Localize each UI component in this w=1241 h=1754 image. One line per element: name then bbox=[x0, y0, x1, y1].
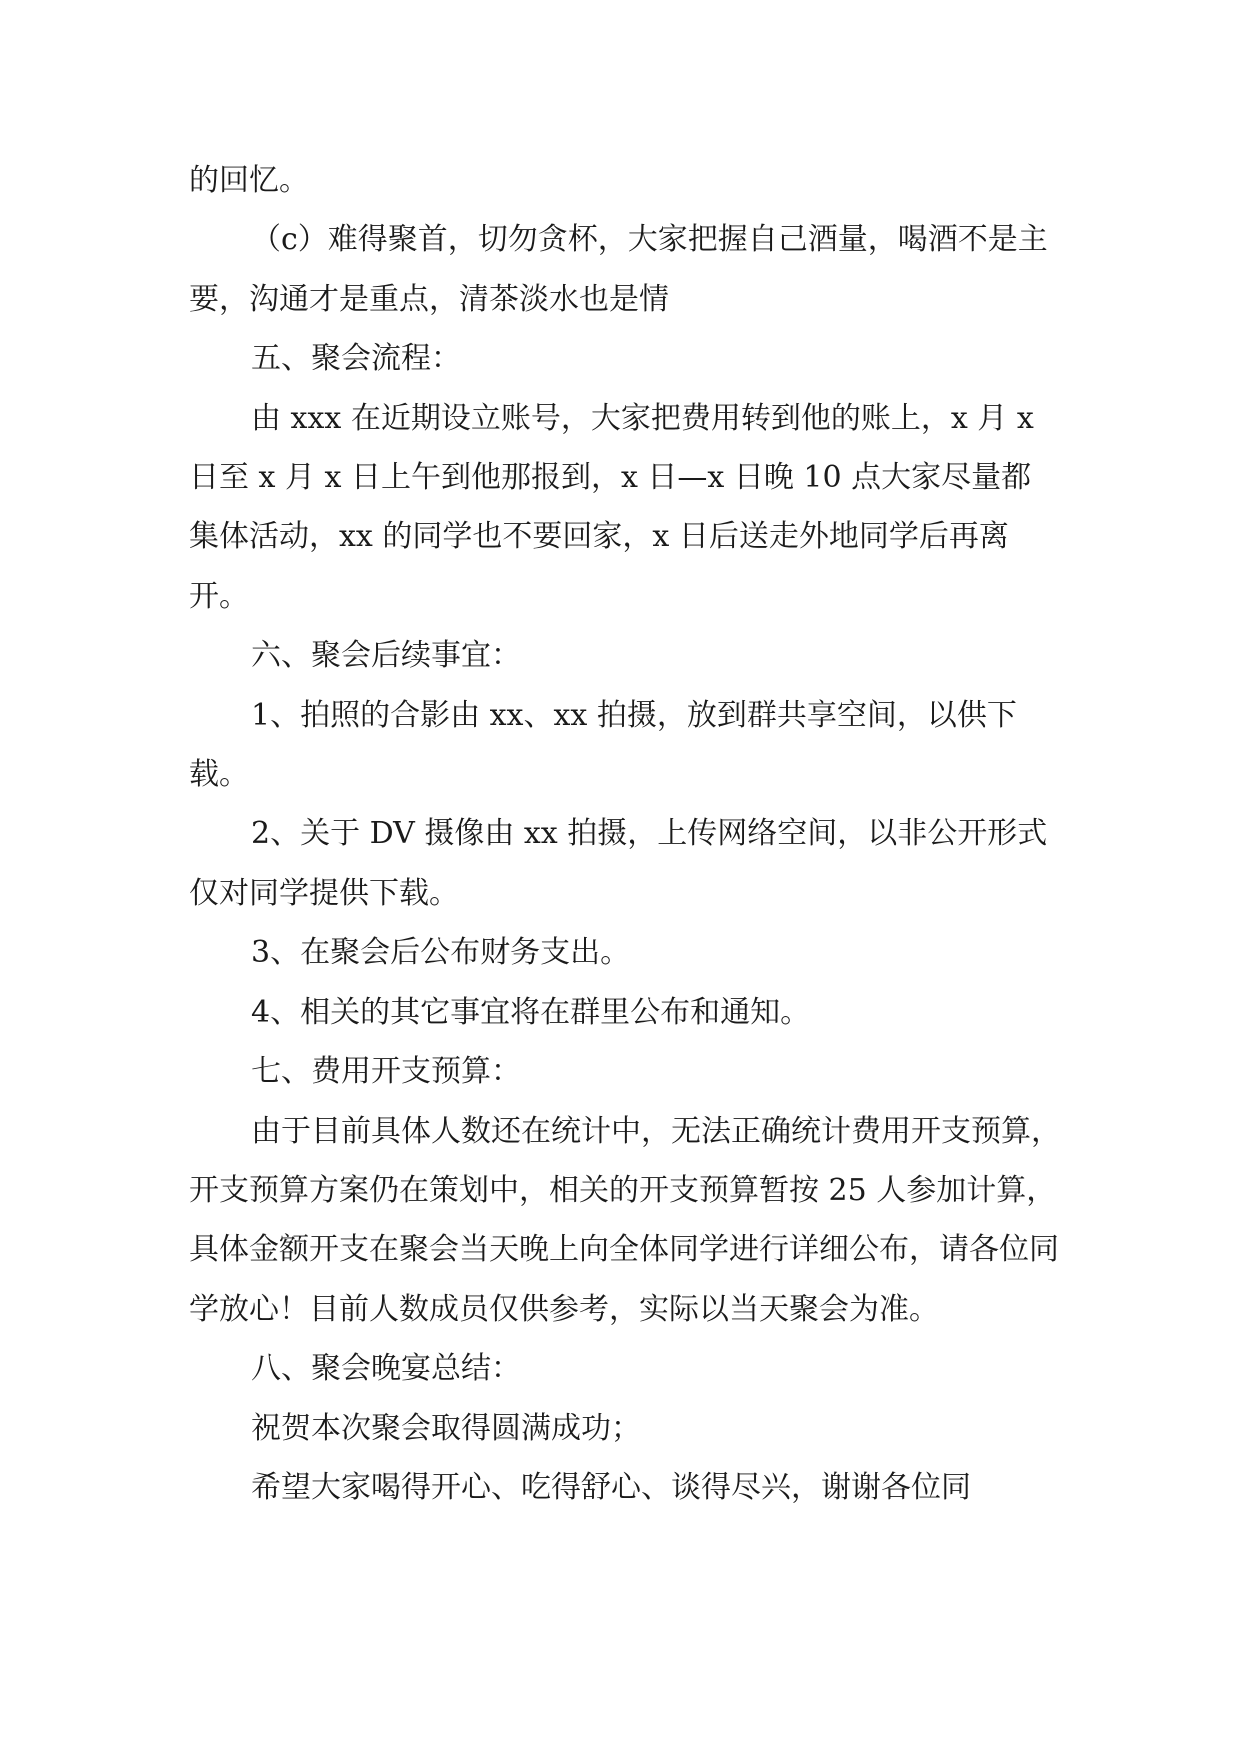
document-body bbox=[189, 151, 1061, 1517]
section-heading-gathering-process: 五、聚会流程： bbox=[251, 341, 461, 377]
list-item-other-matters: 4、相关的其它事宜将在群里公布和通知。 bbox=[251, 994, 811, 1030]
paragraph-budget: 由于目前具体人数还在统计中，无法正确统计费用开支预算，开支预算方案仍在策划中，相关的开支预算暂按 25 人参加计算，具体金额开支在聚会当天晚上向全体同学进行详细公布，请各位同学放心！目前人数成员仅供参考，实际以当天聚会为准。 bbox=[189, 1113, 1061, 1327]
list-item-photos: 1、拍照的合影由 xx、xx 拍摄，放到群共享空间，以供下载。 bbox=[189, 697, 1017, 793]
section-heading-budget: 七、费用开支预算： bbox=[251, 1054, 521, 1090]
section-heading-followup-matters: 六、聚会后续事宜： bbox=[251, 638, 521, 674]
paragraph-memory-ending: 的回忆。 bbox=[189, 163, 309, 198]
paragraph-congratulations: 祝贺本次聚会取得圆满成功； bbox=[251, 1410, 641, 1446]
list-item-dv-recording: 2、关于 DV 摄像由 xx 拍摄，上传网络空间，以非公开形式仅对同学提供下载。 bbox=[189, 816, 1048, 911]
list-item-financial-disclosure: 3、在聚会后公布财务支出。 bbox=[251, 935, 631, 971]
paragraph-drinking-note: （c）难得聚首，切勿贪杯，大家把握自己酒量，喝酒不是主要，沟通才是重点，清茶淡水也是情 bbox=[189, 222, 1048, 317]
paragraph-gathering-process: 由 xxx 在近期设立账号，大家把费用转到他的账上，x 月 x 日至 x 月 x 日上午到他那报到，x 日—x 日晚 10 点大家尽量都集体活动，xx 的同学也不要回家，x 日后送走外地同学后再离开。 bbox=[189, 400, 1034, 614]
section-heading-summary: 八、聚会晚宴总结： bbox=[251, 1351, 521, 1387]
paragraph-thanks: 希望大家喝得开心、吃得舒心、谈得尽兴，谢谢各位同 bbox=[251, 1469, 971, 1505]
